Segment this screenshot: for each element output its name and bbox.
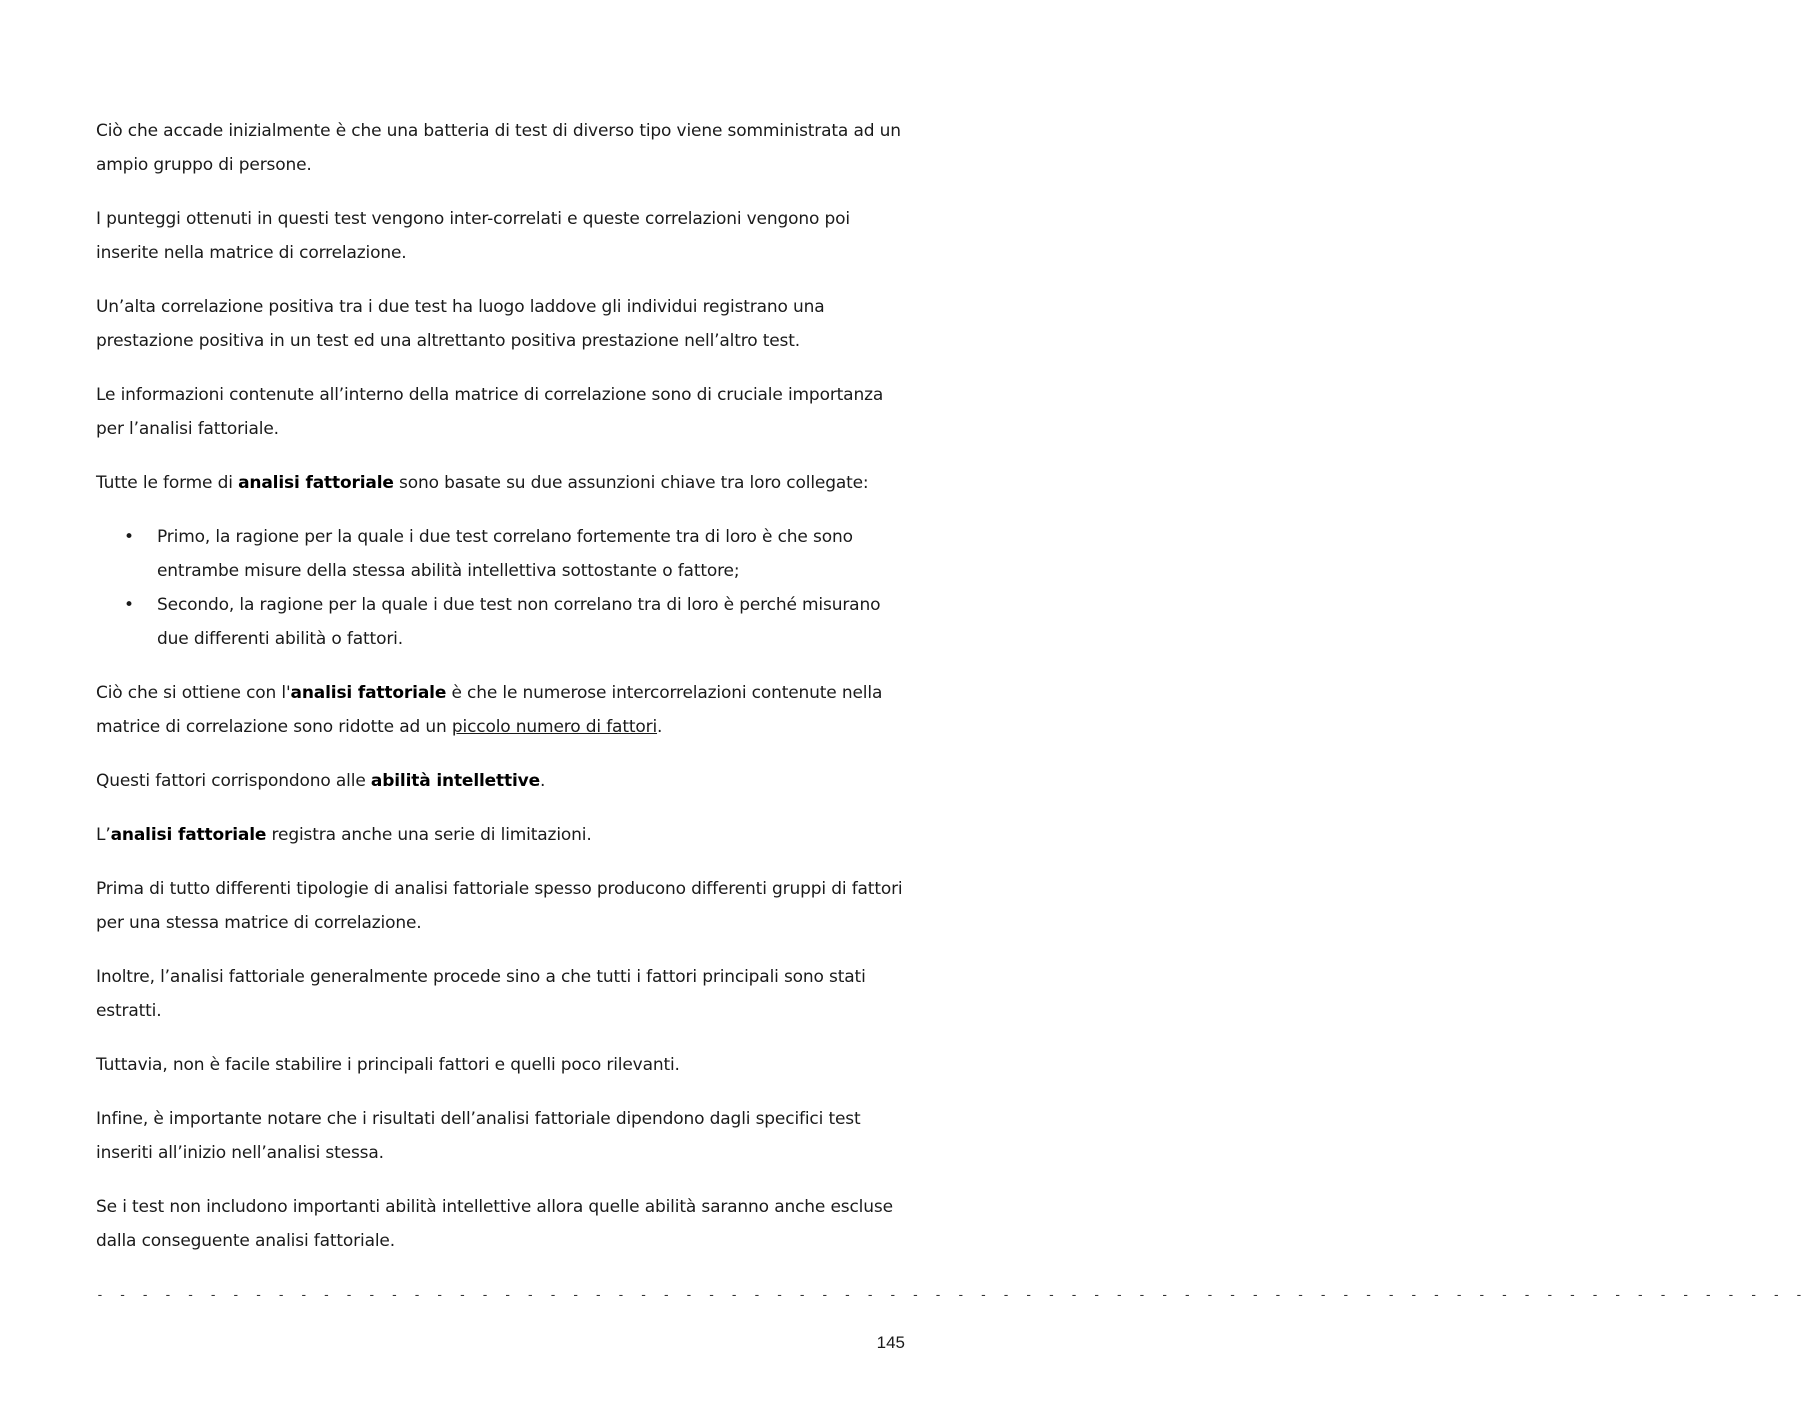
paragraph-2: I punteggi ottenuti in questi test vengono inter-correlati e queste correlazioni vengono poi inserite nella matrice di correlazione. [96,209,850,263]
paragraph-6-bold-term: analisi fattoriale [290,683,447,703]
list-item-text: Primo, la ragione per la quale i due test correlano fortemente tra di loro è che sono entrambe misure della stessa abilità intellettiva sottostante o fattore; [157,527,853,581]
dashed-separator: - - - - - - - - - - - - - - - - - - - - - - - - - - - - - - - - - - - - - - - - - - - - - - - - - - - - - - - - - - - - - - - - - - - - - - - - - - - - [96,1288,1806,1303]
page-body [96,114,908,1278]
bullet-icon: • [124,595,134,615]
paragraph-7 [96,764,908,798]
bullet-icon: • [124,527,134,547]
list-item [96,588,908,656]
paragraph-8 [96,818,908,852]
paragraph-6-text-before: Ciò che si ottiene con l' [96,683,291,703]
list-item [96,520,908,588]
paragraph-6-underlined-term: piccolo numero di fattori [451,717,658,737]
paragraph-8-text-after: registra anche una serie di limitazioni. [266,825,592,845]
paragraph-5-bold-term: analisi fattoriale [238,473,394,493]
page-number: 145 [876,1333,905,1352]
paragraph-11: Tuttavia, non è facile stabilire i principali fattori e quelli poco rilevanti. [96,1055,680,1075]
paragraph-5-text-before: Tutte le forme di [96,473,239,493]
paragraph-4: Le informazioni contenute all’interno della matrice di correlazione sono di cruciale importanza per l’analisi fattoriale. [96,385,884,439]
paragraph-6 [96,676,908,744]
paragraph-7-text-after: . [540,771,546,791]
paragraph-10: Inoltre, l’analisi fattoriale generalmente procede sino a che tutti i fattori principali sono stati estratti. [96,967,866,1021]
paragraph-9: Prima di tutto differenti tipologie di analisi fattoriale spesso producono differenti gruppi di fattori per una stessa matrice di correlazione. [96,879,903,933]
paragraph-7-bold-term: abilità intellettive [370,771,540,791]
paragraph-1: Ciò che accade inizialmente è che una batteria di test di diverso tipo viene somministrata ad un ampio gruppo di persone. [96,121,901,175]
paragraph-5-text-after: sono basate su due assunzioni chiave tra loro collegate: [393,473,869,493]
paragraph-13: Se i test non includono importanti abilità intellettive allora quelle abilità saranno anche escluse dalla conseguente analisi fattoriale. [96,1197,893,1251]
list-item-text: Secondo, la ragione per la quale i due test non correlano tra di loro è perché misurano due differenti abilità o fattori. [157,595,881,649]
paragraph-6-text-after: . [657,717,663,737]
paragraph-6-text-middle: è che le numerose intercorrelazioni contenute nella matrice di correlazione sono ridotte ad un [96,683,883,737]
paragraph-12: Infine, è importante notare che i risultati dell’analisi fattoriale dipendono dagli specifici test inseriti all’inizio nell’analisi stessa. [96,1109,861,1163]
paragraph-8-text-before: L’ [96,825,111,845]
paragraph-3: Un’alta correlazione positiva tra i due test ha luogo laddove gli individui registrano una prestazione positiva in un test ed una altrettanto positiva prestazione nell’altro test. [96,297,825,351]
paragraph-7-text-before: Questi fattori corrispondono alle [96,771,371,791]
assumptions-list [96,520,908,656]
paragraph-8-bold-term: analisi fattoriale [110,825,267,845]
paragraph-5 [96,466,908,500]
